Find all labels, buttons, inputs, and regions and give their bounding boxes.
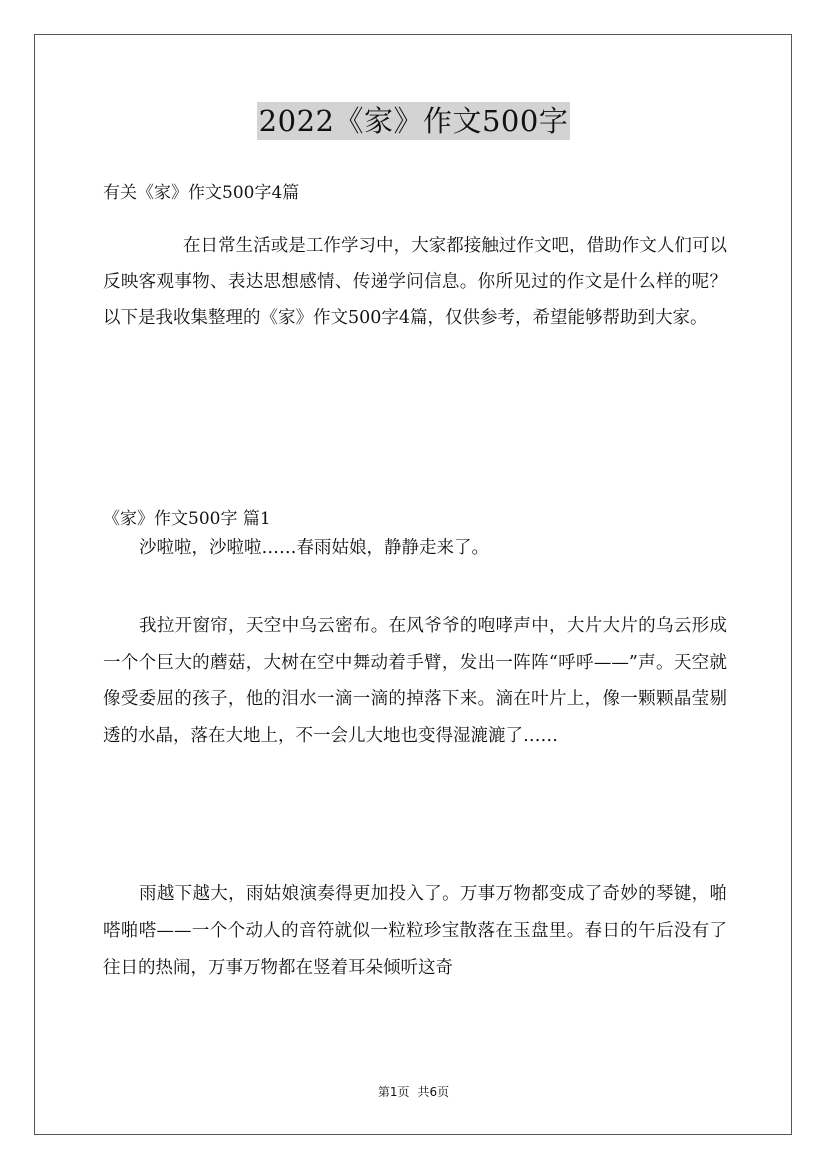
page-number: 第1页 xyxy=(377,1085,410,1099)
section-heading: 《家》作文500字 篇1 xyxy=(103,509,271,529)
body-paragraph-1: 沙啦啦，沙啦啦……春雨姑娘，静静走来了。 xyxy=(139,538,489,558)
intro-paragraph: 在日常生活或是工作学习中，大家都接触过作文吧，借助作文人们可以反映客观事物、表达思想感情、传递学问信息。你所见过的作文是什么样的呢？以下是我收集整理的《家》作文500字4篇，仅供参考，希望能够帮助到大家。 xyxy=(103,236,727,328)
document-title: 2022《家》作文500字 xyxy=(258,104,569,138)
document-subtitle: 有关《家》作文500字4篇 xyxy=(103,183,300,203)
body-paragraph-3: 雨越下越大，雨姑娘演奏得更加投入了。万事万物都变成了奇妙的琴键，啪嗒啪嗒——一个个动人的音符就似一粒粒珍宝散落在玉盘里。春日的午后没有了往日的热闹，万事万物都在竖着耳朵倾听这奇 xyxy=(103,884,727,978)
page-footer xyxy=(0,1084,827,1100)
body-paragraph-2: 我拉开窗帘，天空中乌云密布。在风爷爷的咆哮声中，大片大片的乌云形成一个个巨大的蘑菇，大树在空中舞动着手臂，发出一阵阵“呼呼——”声。天空就像受委屈的孩子，他的泪水一滴一滴的掉落下来。滴在叶片上，像一颗颗晶莹剔透的水晶，落在大地上，不一会儿大地也变得湿漉漉了…… xyxy=(103,616,727,746)
title-container xyxy=(0,102,827,140)
page-total: 共6页 xyxy=(417,1085,450,1099)
